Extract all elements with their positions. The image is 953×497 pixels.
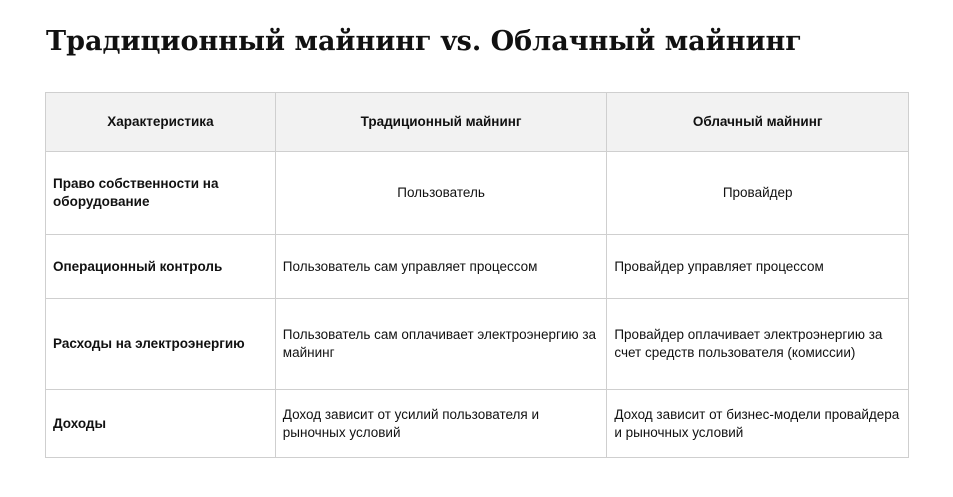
table-row (46, 235, 909, 299)
header-traditional-mining: Традиционный майнинг (275, 93, 607, 152)
row-label: Доходы (46, 390, 276, 458)
cloud-cell: Провайдер (607, 152, 909, 235)
header-characteristic: Характеристика (46, 93, 276, 152)
traditional-cell: Пользователь сам оплачивает электроэнергию за майнинг (275, 299, 607, 390)
cloud-cell: Провайдер оплачивает электроэнергию за счет средств пользователя (комиссии) (607, 299, 909, 390)
table-row (46, 152, 909, 235)
row-label: Расходы на электроэнергию (46, 299, 276, 390)
comparison-table (45, 92, 909, 458)
row-label: Операционный контроль (46, 235, 276, 299)
table-row (46, 390, 909, 458)
table-row (46, 299, 909, 390)
header-cloud-mining: Облачный майнинг (607, 93, 909, 152)
row-label: Право собственности на оборудование (46, 152, 276, 235)
page-title: Традиционный майнинг vs. Облачный майнинг (46, 26, 802, 57)
traditional-cell: Пользователь сам управляет процессом (275, 235, 607, 299)
table-header-row (46, 93, 909, 152)
traditional-cell: Доход зависит от усилий пользователя и рыночных условий (275, 390, 607, 458)
cloud-cell: Провайдер управляет процессом (607, 235, 909, 299)
traditional-cell: Пользователь (275, 152, 607, 235)
cloud-cell: Доход зависит от бизнес-модели провайдера и рыночных условий (607, 390, 909, 458)
